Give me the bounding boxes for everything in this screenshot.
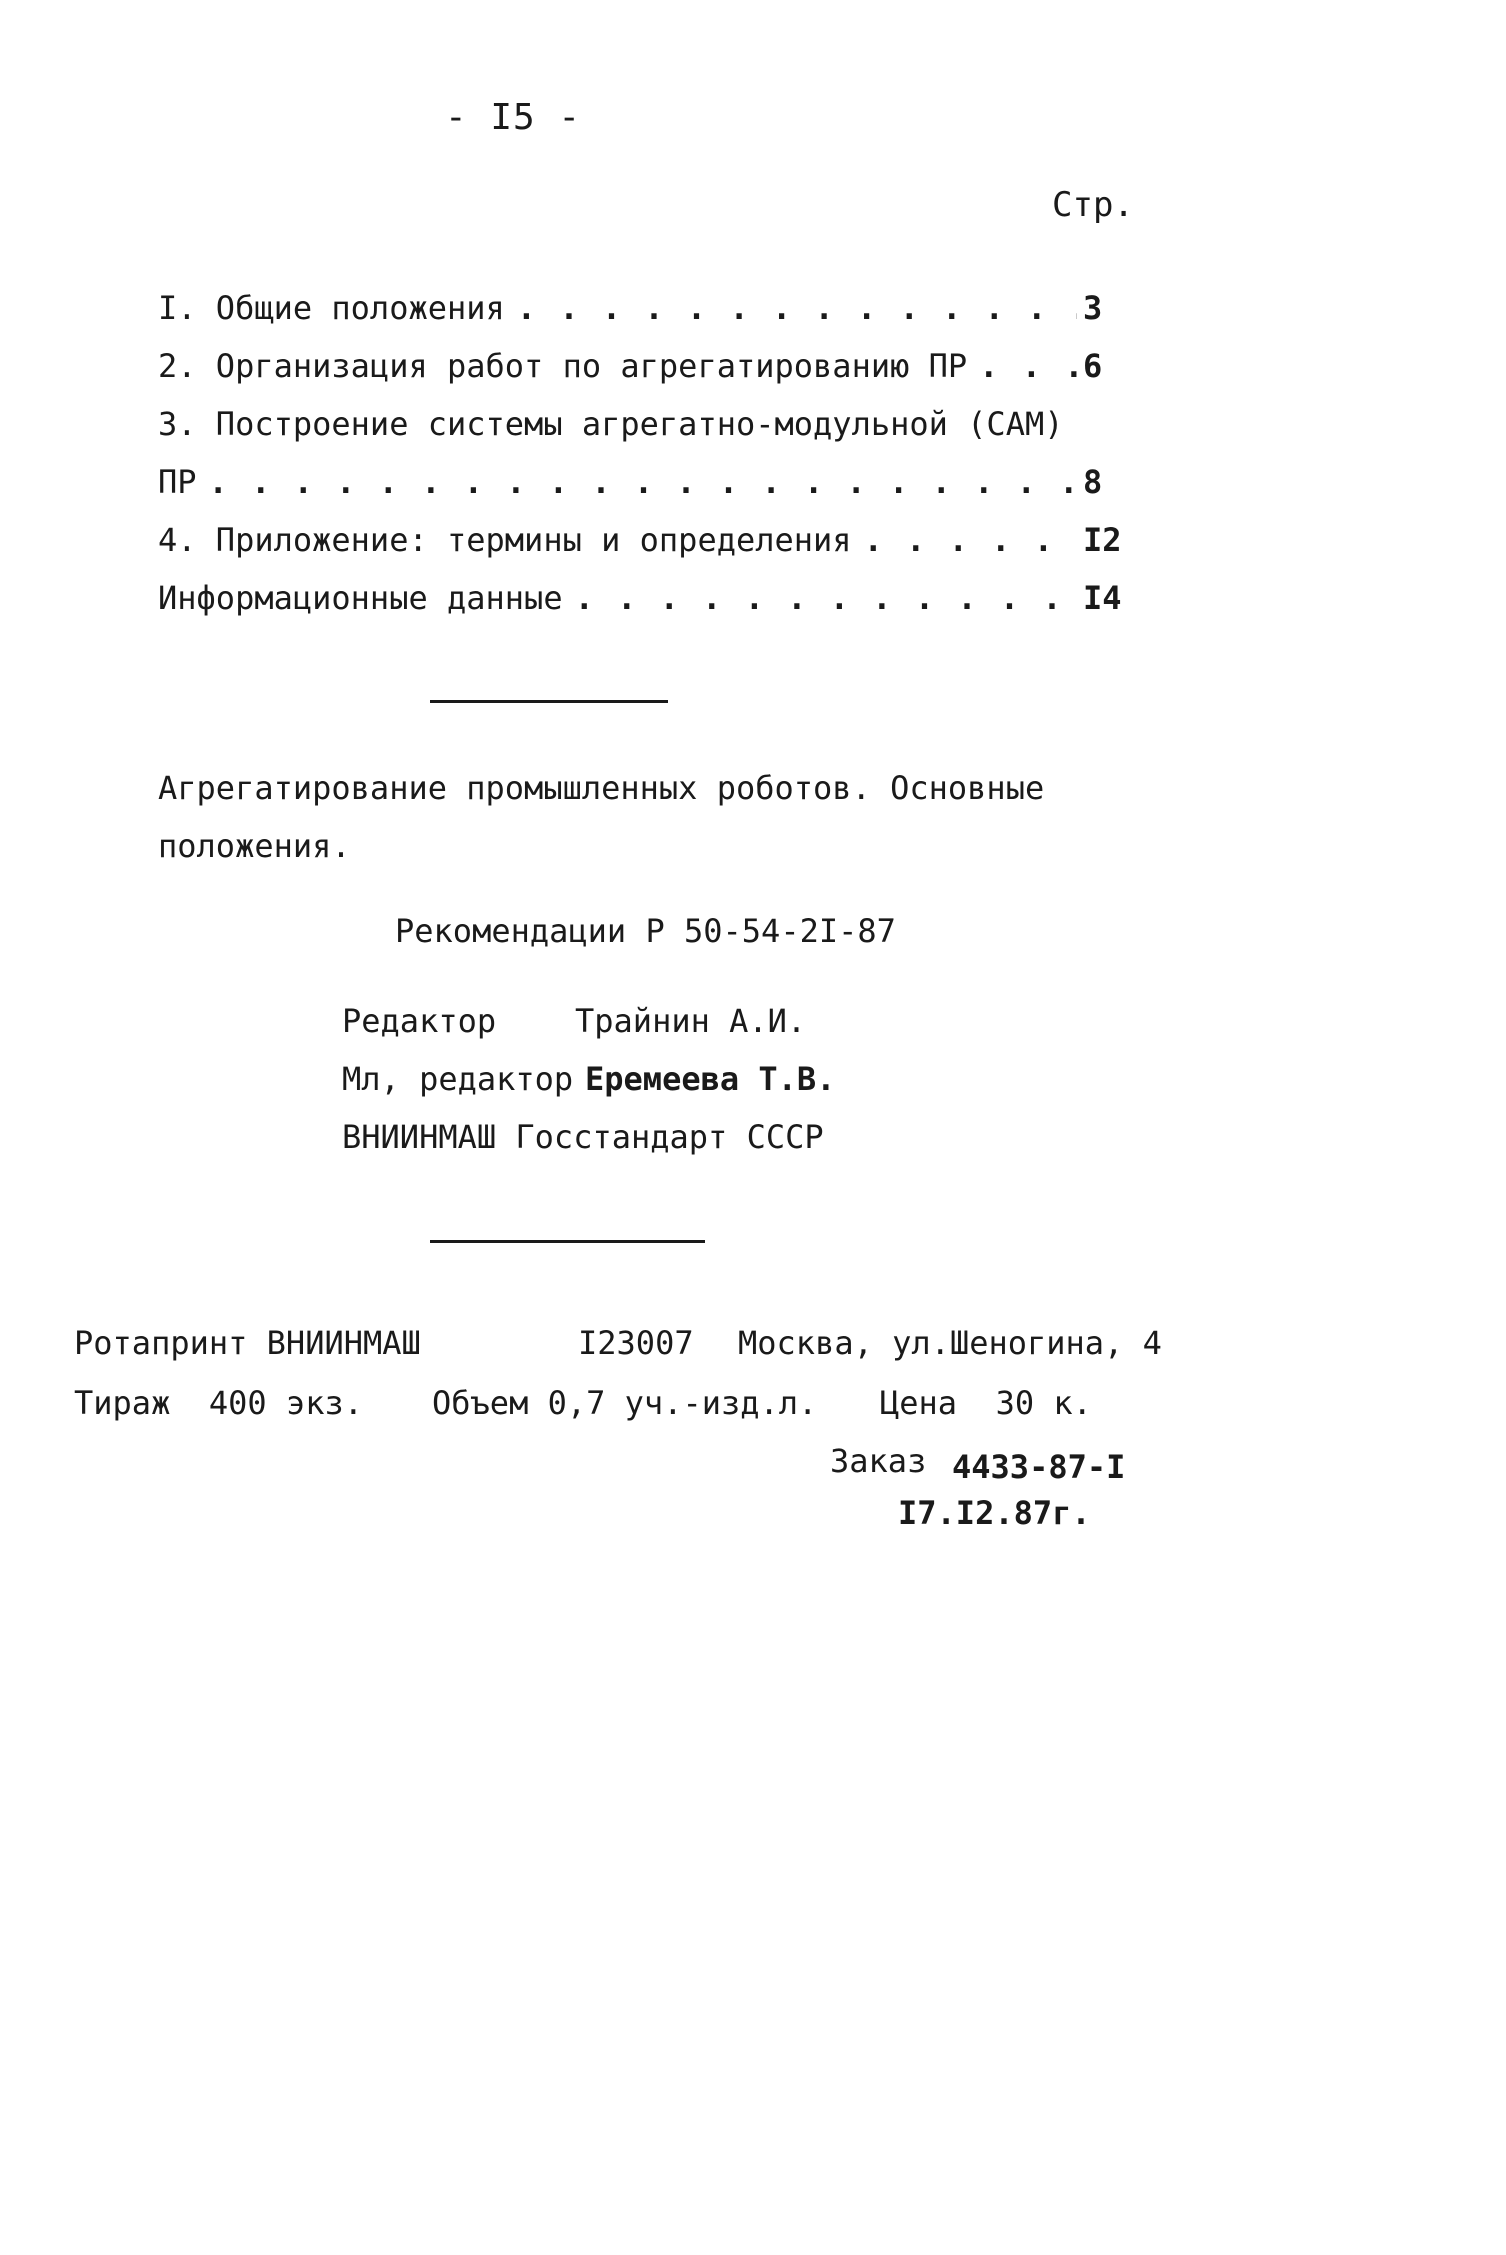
toc-entry-page: 3 (1083, 289, 1103, 327)
volume: Объем 0,7 уч.-изд.л. (432, 1384, 818, 1422)
document-title-line: положения. (158, 827, 351, 865)
toc-entry-title: 2. Организация работ по агрегатированию ПР (158, 347, 968, 385)
circulation: Тираж 400 экз. (74, 1384, 363, 1422)
junior-editor-label: Мл, редактор (342, 1060, 574, 1098)
price: Цена 30 к. (880, 1384, 1092, 1422)
divider (430, 1240, 705, 1243)
document-title-line: Агрегатирование промышленных роботов. Основные (158, 769, 1045, 807)
toc-entry (158, 521, 1123, 559)
address: Москва, ул.Шеногина, 4 (738, 1324, 1162, 1362)
divider (430, 700, 668, 703)
editor-name: Трайнин А.И. (575, 1002, 807, 1040)
toc-entry (158, 579, 1123, 617)
toc-entry-continuation (158, 463, 1123, 501)
page-number: - I5 - (445, 97, 582, 138)
toc-dot-leader (864, 524, 1077, 556)
order-number: 4433-87-I (952, 1448, 1126, 1486)
toc-entry-title: I. Общие положения (158, 289, 505, 327)
toc-entry-title: Информационные данные (158, 579, 563, 617)
toc-entry-page: 6 (1083, 347, 1103, 385)
toc-dot-leader (979, 350, 1077, 382)
toc-entry (158, 405, 1064, 443)
pages-column-header: Стр. (1052, 185, 1134, 225)
toc-entry-page: 8 (1083, 463, 1103, 501)
order-date: I7.I2.87г. (898, 1494, 1091, 1532)
editor-label: Редактор (342, 1002, 497, 1040)
toc-entry (158, 347, 1123, 385)
toc-entry-title: 4. Приложение: термины и определения (158, 521, 852, 559)
toc-entry-page: I2 (1083, 521, 1122, 559)
toc-entry-page: I4 (1083, 579, 1122, 617)
junior-editor-name: Еремеева Т.В. (585, 1060, 836, 1098)
toc-entry (158, 289, 1123, 327)
postal-code: I23007 (578, 1324, 694, 1362)
toc-dot-leader (209, 466, 1077, 498)
order-label: Заказ (830, 1442, 927, 1480)
toc-entry-title: 3. Построение системы агрегатно-модульной (САМ) (158, 405, 1064, 443)
recommendation-code: Рекомендации Р 50-54-2I-87 (395, 912, 896, 950)
toc-dot-leader (517, 292, 1077, 324)
toc-entry-title: ПР (158, 463, 197, 501)
organization: ВНИИНМАШ Госстандарт СССР (342, 1118, 824, 1156)
toc-dot-leader (575, 582, 1077, 614)
printer: Ротапринт ВНИИНМАШ (74, 1324, 421, 1362)
